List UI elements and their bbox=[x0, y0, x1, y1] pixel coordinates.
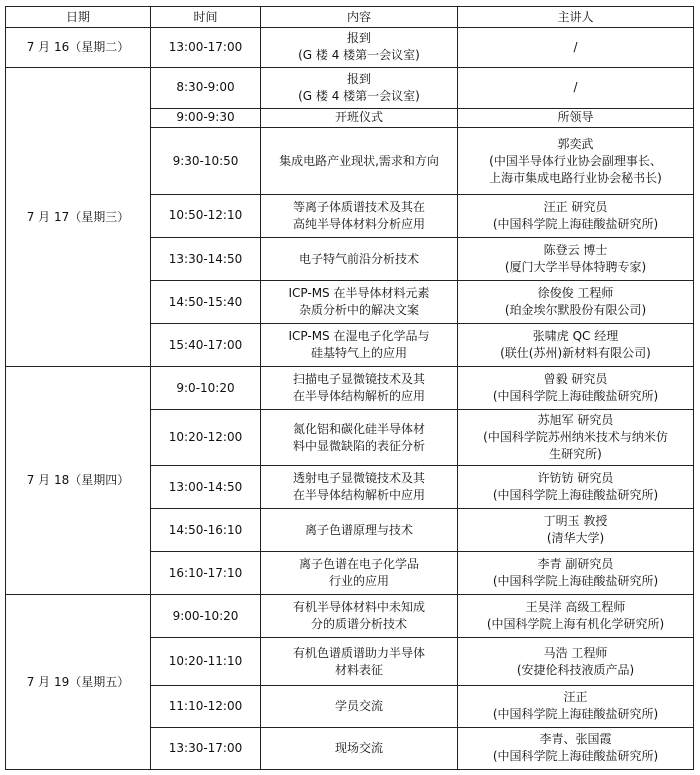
speaker-name: 汪正 研究员 bbox=[543, 199, 608, 214]
content-line: 电子特气前沿分析技术 bbox=[298, 251, 419, 266]
time-cell: 13:30-17:00 bbox=[151, 727, 261, 769]
speaker-affiliation: (中国科学院上海有机化学研究所) bbox=[486, 617, 665, 632]
speaker-affiliation: (中国科学院上海硅酸盐研究所) bbox=[492, 216, 659, 231]
speaker-name: 王昊洋 高级工程师 bbox=[525, 600, 626, 615]
content-cell bbox=[261, 466, 458, 509]
date-cell: 7 月 17（星期三） bbox=[6, 67, 151, 366]
content-cell bbox=[261, 685, 458, 727]
speaker-affiliation: (安捷伦科技液质产品) bbox=[516, 662, 635, 677]
speaker-cell bbox=[458, 237, 694, 280]
speaker-affiliation: (中国科学院上海硅酸盐研究所) bbox=[492, 749, 659, 764]
time-cell: 11:10-12:00 bbox=[151, 685, 261, 727]
content-cell bbox=[261, 237, 458, 280]
speaker-cell bbox=[458, 410, 694, 466]
content-line: 离子色谱原理与技术 bbox=[304, 522, 413, 537]
table-row bbox=[6, 367, 694, 410]
speaker-cell bbox=[458, 509, 694, 552]
speaker-name: 汪正 bbox=[563, 690, 588, 705]
speaker-cell bbox=[458, 281, 694, 324]
speaker-name: 马浩 工程师 bbox=[543, 645, 608, 660]
speaker-name: 李青、张国霞 bbox=[539, 732, 612, 747]
content-line: 开班仪式 bbox=[334, 110, 383, 125]
speaker-cell bbox=[458, 367, 694, 410]
speaker-name: 郭奕武 bbox=[557, 136, 594, 151]
speaker-cell bbox=[458, 595, 694, 638]
speaker-cell bbox=[458, 552, 694, 595]
header-speaker: 主讲人 bbox=[458, 7, 694, 28]
schedule-body bbox=[6, 28, 694, 770]
speaker-name: 丁明玉 教授 bbox=[543, 514, 608, 529]
time-cell: 13:30-14:50 bbox=[151, 237, 261, 280]
speaker-cell bbox=[458, 194, 694, 237]
table-row bbox=[6, 595, 694, 638]
content-line: 报到 bbox=[346, 31, 371, 46]
content-line: 集成电路产业现状,需求和方向 bbox=[279, 153, 439, 168]
speaker-cell bbox=[458, 638, 694, 685]
content-cell bbox=[261, 638, 458, 685]
speaker-cell bbox=[458, 108, 694, 127]
time-cell: 13:00-17:00 bbox=[151, 28, 261, 68]
content-line: 料中显微缺陷的表征分析 bbox=[292, 438, 425, 453]
content-cell bbox=[261, 595, 458, 638]
content-line: 等离子体质谱技术及其在 bbox=[292, 199, 425, 214]
speaker-affiliation: (清华大学) bbox=[546, 531, 605, 546]
content-line: ICP-MS 在湿电子化学品与 bbox=[288, 329, 430, 344]
content-line: (G 楼 4 楼第一会议室) bbox=[298, 48, 420, 63]
date-cell: 7 月 18（星期四） bbox=[6, 367, 151, 595]
time-cell: 10:50-12:10 bbox=[151, 194, 261, 237]
speaker-cell bbox=[458, 727, 694, 769]
speaker-cell bbox=[458, 28, 694, 68]
speaker-name: 曾毅 研究员 bbox=[543, 372, 608, 387]
time-cell: 9:0-10:20 bbox=[151, 367, 261, 410]
content-line: 有机色谱质谱助力半导体 bbox=[292, 645, 425, 660]
content-line: 氮化铝和碳化硅半导体材 bbox=[292, 421, 425, 436]
content-line: 有机半导体材料中未知成 bbox=[292, 600, 425, 615]
schedule-table bbox=[5, 6, 694, 770]
speaker-cell bbox=[458, 128, 694, 195]
content-line: 现场交流 bbox=[334, 740, 383, 755]
speaker-name: 苏旭军 研究员 bbox=[537, 413, 614, 428]
content-line: 高纯半导体材料分析应用 bbox=[292, 216, 425, 231]
time-cell: 9:00-10:20 bbox=[151, 595, 261, 638]
content-cell bbox=[261, 194, 458, 237]
header-content: 内容 bbox=[261, 7, 458, 28]
content-cell bbox=[261, 281, 458, 324]
time-cell: 15:40-17:00 bbox=[151, 324, 261, 367]
header-row bbox=[6, 7, 694, 28]
time-cell: 13:00-14:50 bbox=[151, 466, 261, 509]
speaker-affiliation: (厦门大学半导体特聘专家) bbox=[504, 260, 647, 274]
content-line: 学员交流 bbox=[334, 698, 383, 713]
speaker-affiliation: (中国半导体行业协会副理事长、 bbox=[489, 153, 662, 168]
header-time: 时间 bbox=[151, 7, 261, 28]
speaker-name: 张啸虎 QC 经理 bbox=[532, 329, 619, 344]
speaker-name: / bbox=[573, 39, 578, 54]
date-cell: 7 月 19（星期五） bbox=[6, 595, 151, 770]
table-row bbox=[6, 28, 694, 68]
speaker-affiliation: 生研究所) bbox=[549, 447, 602, 462]
speaker-name: / bbox=[573, 80, 578, 95]
speaker-affiliation: (中国科学院上海硅酸盐研究所) bbox=[492, 707, 659, 722]
content-cell bbox=[261, 108, 458, 127]
content-line: 在半导体结构解析中应用 bbox=[292, 488, 425, 503]
table-row bbox=[6, 67, 694, 108]
speaker-name: 所领导 bbox=[557, 110, 594, 125]
content-cell bbox=[261, 324, 458, 367]
content-line: 报到 bbox=[346, 71, 371, 86]
time-cell: 10:20-11:10 bbox=[151, 638, 261, 685]
content-cell bbox=[261, 552, 458, 595]
speaker-affiliation: 上海市集成电路行业协会秘书长) bbox=[489, 170, 662, 185]
speaker-affiliation: (珀金埃尔默股份有限公司) bbox=[504, 303, 647, 318]
speaker-cell bbox=[458, 324, 694, 367]
content-line: 材料表征 bbox=[334, 662, 383, 677]
time-cell: 9:30-10:50 bbox=[151, 128, 261, 195]
date-cell: 7 月 16（星期二） bbox=[6, 28, 151, 68]
content-line: 硅基特气上的应用 bbox=[310, 346, 407, 361]
content-cell bbox=[261, 367, 458, 410]
speaker-cell bbox=[458, 466, 694, 509]
content-line: 分的质谱分析技术 bbox=[310, 617, 407, 632]
content-line: (G 楼 4 楼第一会议室) bbox=[298, 88, 420, 103]
speaker-affiliation: (中国科学院上海硅酸盐研究所) bbox=[492, 574, 659, 589]
time-cell: 16:10-17:10 bbox=[151, 552, 261, 595]
speaker-cell bbox=[458, 67, 694, 108]
content-line: 离子色谱在电子化学品 bbox=[298, 557, 419, 572]
time-cell: 10:20-12:00 bbox=[151, 410, 261, 466]
content-line: 杂质分析中的解决文案 bbox=[298, 303, 419, 318]
content-cell bbox=[261, 509, 458, 552]
speaker-name: 陈登云 博士 bbox=[543, 243, 608, 257]
content-cell bbox=[261, 128, 458, 195]
speaker-affiliation: (中国科学院上海硅酸盐研究所) bbox=[492, 389, 659, 404]
speaker-affiliation: (联仕(苏州)新材料有限公司) bbox=[500, 346, 651, 361]
speaker-name: 李青 副研究员 bbox=[537, 557, 614, 572]
content-cell bbox=[261, 410, 458, 466]
content-line: 在半导体结构解析的应用 bbox=[292, 389, 425, 404]
speaker-name: 徐俊俊 工程师 bbox=[537, 286, 614, 301]
speaker-affiliation: (中国科学院苏州纳米技术与纳米仿 bbox=[483, 430, 668, 445]
content-line: 透射电子显微镜技术及其 bbox=[292, 471, 425, 486]
content-cell bbox=[261, 727, 458, 769]
content-cell bbox=[261, 67, 458, 108]
content-line: ICP-MS 在半导体材料元素 bbox=[288, 286, 430, 301]
content-line: 扫描电子显微镜技术及其 bbox=[292, 372, 425, 387]
time-cell: 9:00-9:30 bbox=[151, 108, 261, 127]
speaker-cell bbox=[458, 685, 694, 727]
time-cell: 8:30-9:00 bbox=[151, 67, 261, 108]
content-cell bbox=[261, 28, 458, 68]
speaker-name: 许钫钫 研究员 bbox=[537, 471, 614, 486]
speaker-affiliation: (中国科学院上海硅酸盐研究所) bbox=[492, 488, 659, 503]
time-cell: 14:50-15:40 bbox=[151, 281, 261, 324]
content-line: 行业的应用 bbox=[328, 574, 389, 589]
header-date: 日期 bbox=[6, 7, 151, 28]
time-cell: 14:50-16:10 bbox=[151, 509, 261, 552]
